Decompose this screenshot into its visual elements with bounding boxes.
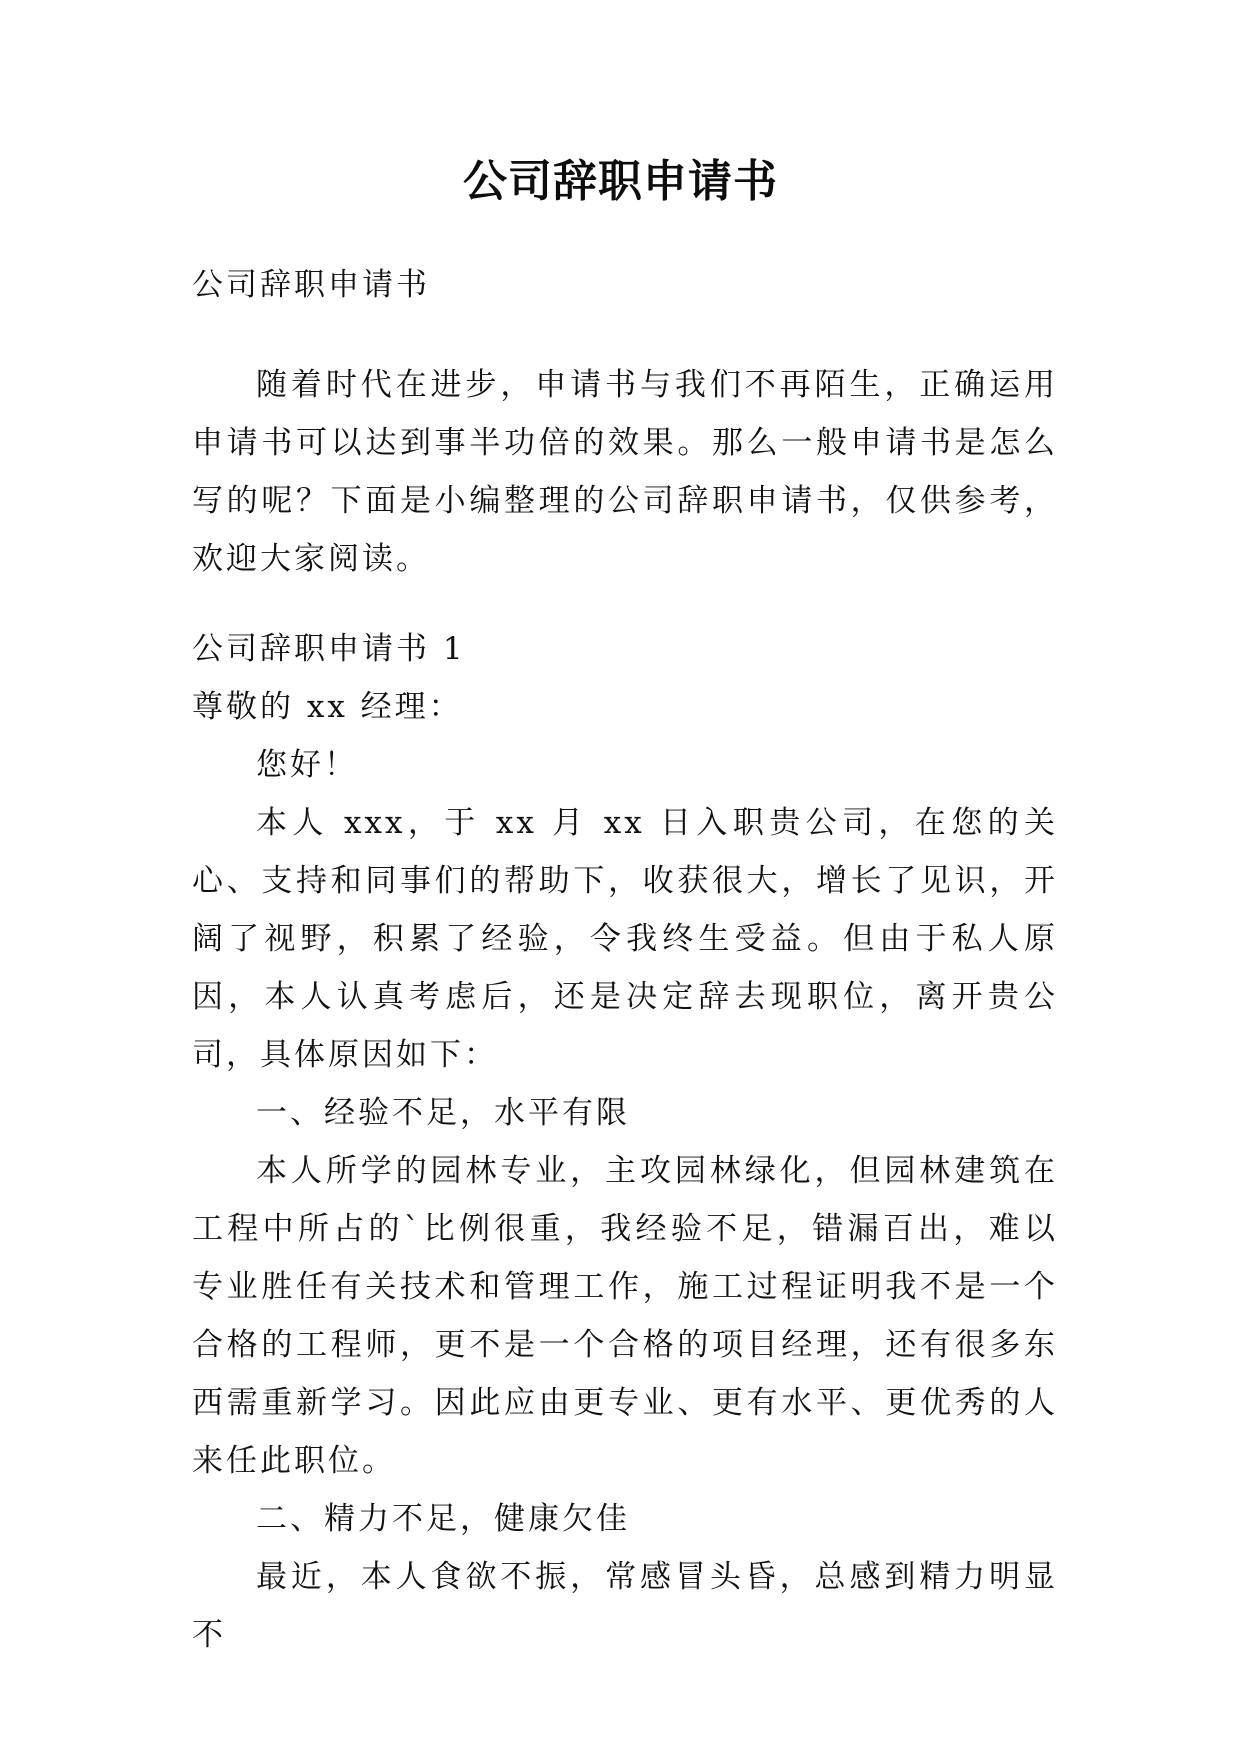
reason-1-text: 本人所学的园林专业，主攻园林绿化，但园林建筑在工程中所占的`比例很重，我经验不足，错漏百出，难以专业胜任有关技术和管理工作，施工过程证明我不是一个合格的工程师，更不是一个合格的项目经理，还有很多东西需重新学习。因此应由更专业、更有水平、更优秀的人来任此职位。 [192, 1153, 1058, 1479]
reason-2-heading: 二、精力不足，健康欠佳 [256, 1501, 630, 1537]
document-subtitle-block [192, 256, 1058, 314]
body-paragraph-1: 本人 xxx，于 xx 月 xx 日入职贵公司，在您的关心、支持和同事们的帮助下，收获很大，增长了见识，开阔了视野，积累了经验，令我终生受益。但由于私人原因，本人认真考虑后，还是决定辞去现职位，离开贵公司，具体原因如下： [192, 805, 1058, 1073]
reason-1-heading: 一、经验不足，水平有限 [256, 1095, 630, 1131]
document-title: 公司辞职申请书 [463, 156, 778, 207]
letter-body [192, 620, 1058, 1664]
greeting: 您好！ [256, 747, 358, 783]
salutation: 尊敬的 xx 经理： [192, 689, 463, 725]
section-heading: 公司辞职申请书 1 [192, 631, 466, 667]
intro-block [192, 356, 1058, 588]
document-subtitle: 公司辞职申请书 [192, 267, 430, 303]
reason-2-text: 最近，本人食欲不振，常感冒头昏，总感到精力明显不 [192, 1559, 1058, 1653]
intro-paragraph: 随着时代在进步，申请书与我们不再陌生，正确运用申请书可以达到事半功倍的效果。那么一般申请书是怎么写的呢？下面是小编整理的公司辞职申请书，仅供参考，欢迎大家阅读。 [192, 367, 1058, 577]
